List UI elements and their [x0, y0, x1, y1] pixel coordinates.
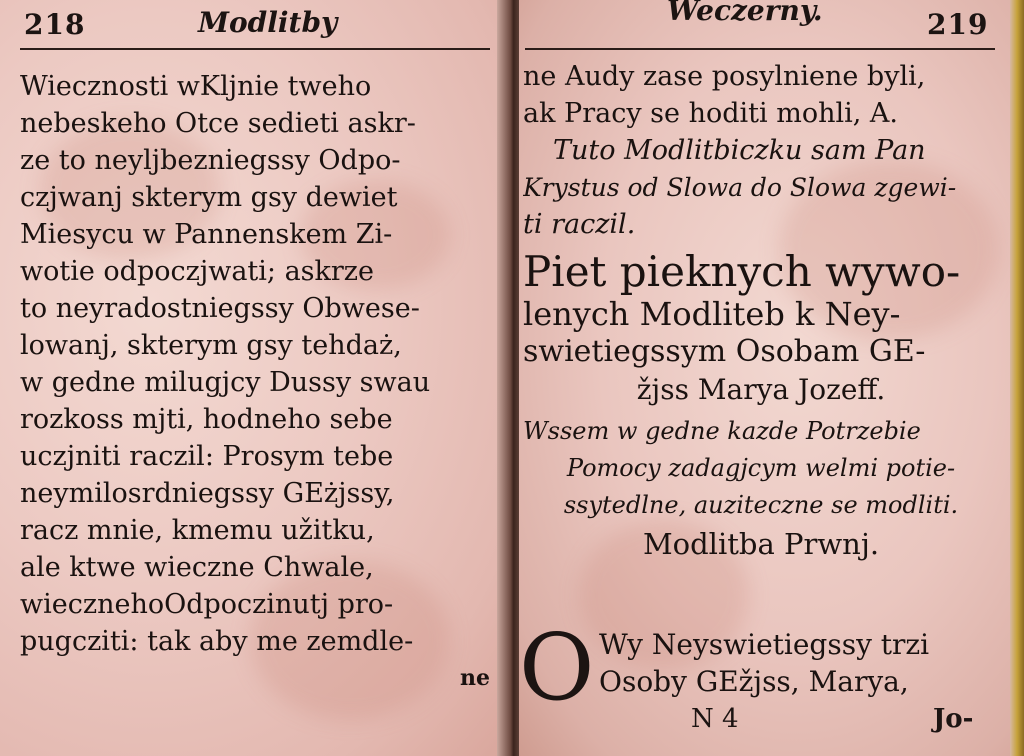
text-line: nebeskeho Otce sedieti askr-: [20, 108, 416, 139]
subtitle-line: Pomocy zadagjcym welmi potie-: [566, 454, 956, 482]
text-line: rozkoss mjti, hodneho sebe: [20, 404, 393, 435]
italic-line: ti raczil.: [523, 209, 636, 240]
text-line: ale ktwe wieczne Chwale,: [20, 552, 374, 583]
left-page: [0, 0, 506, 756]
subtitle-line: ssytedlne, auziteczne se modliti.: [563, 491, 959, 519]
text-line: czjwanj skterym gsy dewiet: [20, 182, 398, 213]
running-head: Weczerny.: [667, 0, 823, 27]
title-line: swietiegssym Osobam GE-: [523, 334, 926, 369]
text-line: Miesycu w Pannenskem Zi-: [20, 219, 393, 250]
text-line: uczjniti raczil: Prosym tebe: [20, 441, 394, 472]
text-line: wotie odpoczjwati; askrze: [20, 256, 375, 287]
text-line: Wy Neyswietiegssy trzi: [599, 628, 930, 661]
drop-cap: O: [519, 614, 595, 721]
prayer-heading: Modlitba Prwnj.: [642, 527, 880, 561]
right-header: [519, 0, 1024, 48]
running-head: Modlitby: [198, 6, 338, 39]
text-line: ne Audy zase posylniene byli,: [523, 61, 926, 92]
text-line: racz mnie, kmemu užitku,: [20, 515, 375, 546]
text-line: to neyradostniegssy Obwese-: [20, 293, 420, 324]
page-number: 218: [24, 8, 86, 41]
page-edge: [1010, 0, 1024, 756]
title-line: lenych Modliteb k Ney-: [523, 295, 901, 333]
text-line: ze to neyljbezniegssy Odpo-: [20, 145, 401, 176]
right-body: [523, 58, 999, 563]
catchword: Jo-: [933, 704, 974, 734]
left-header: [0, 4, 505, 48]
text-line: neymilosrdniegssy GEżjssy,: [20, 478, 395, 509]
text-line: pugcziti: tak aby me zemdle-: [20, 626, 414, 657]
italic-line: Krystus od Slowa do Slowa zgewi-: [523, 173, 957, 202]
text-line: Osoby GEžjss, Marya,: [599, 665, 909, 698]
text-line: Wiecznosti wKljnie tweho: [20, 71, 372, 102]
italic-line: Tuto Modlitbiczku sam Pan: [553, 135, 926, 166]
text-line: w gedne milugjcy Dussy swau: [20, 367, 431, 398]
subtitle-line: Wssem w gedne kazde Potrzebie: [523, 417, 921, 445]
page-number: 219: [927, 8, 989, 41]
right-page: [519, 0, 1024, 756]
header-rule: [525, 48, 995, 50]
catchword: ne: [460, 665, 490, 691]
prayer-text: [599, 626, 999, 700]
text-line: lowanj, skterym gsy tehdaż,: [20, 330, 402, 361]
signature-mark: N 4: [691, 704, 739, 734]
header-rule: [20, 48, 490, 50]
title-line: Piet pieknych wywo-: [523, 247, 961, 296]
left-body: [20, 68, 490, 697]
title-line: žjss Marya Jozeff.: [636, 373, 886, 406]
text-line: wiecznehoOdpoczinutj pro-: [20, 589, 394, 620]
text-line: ak Pracy se hoditi mohli, A.: [523, 98, 898, 129]
